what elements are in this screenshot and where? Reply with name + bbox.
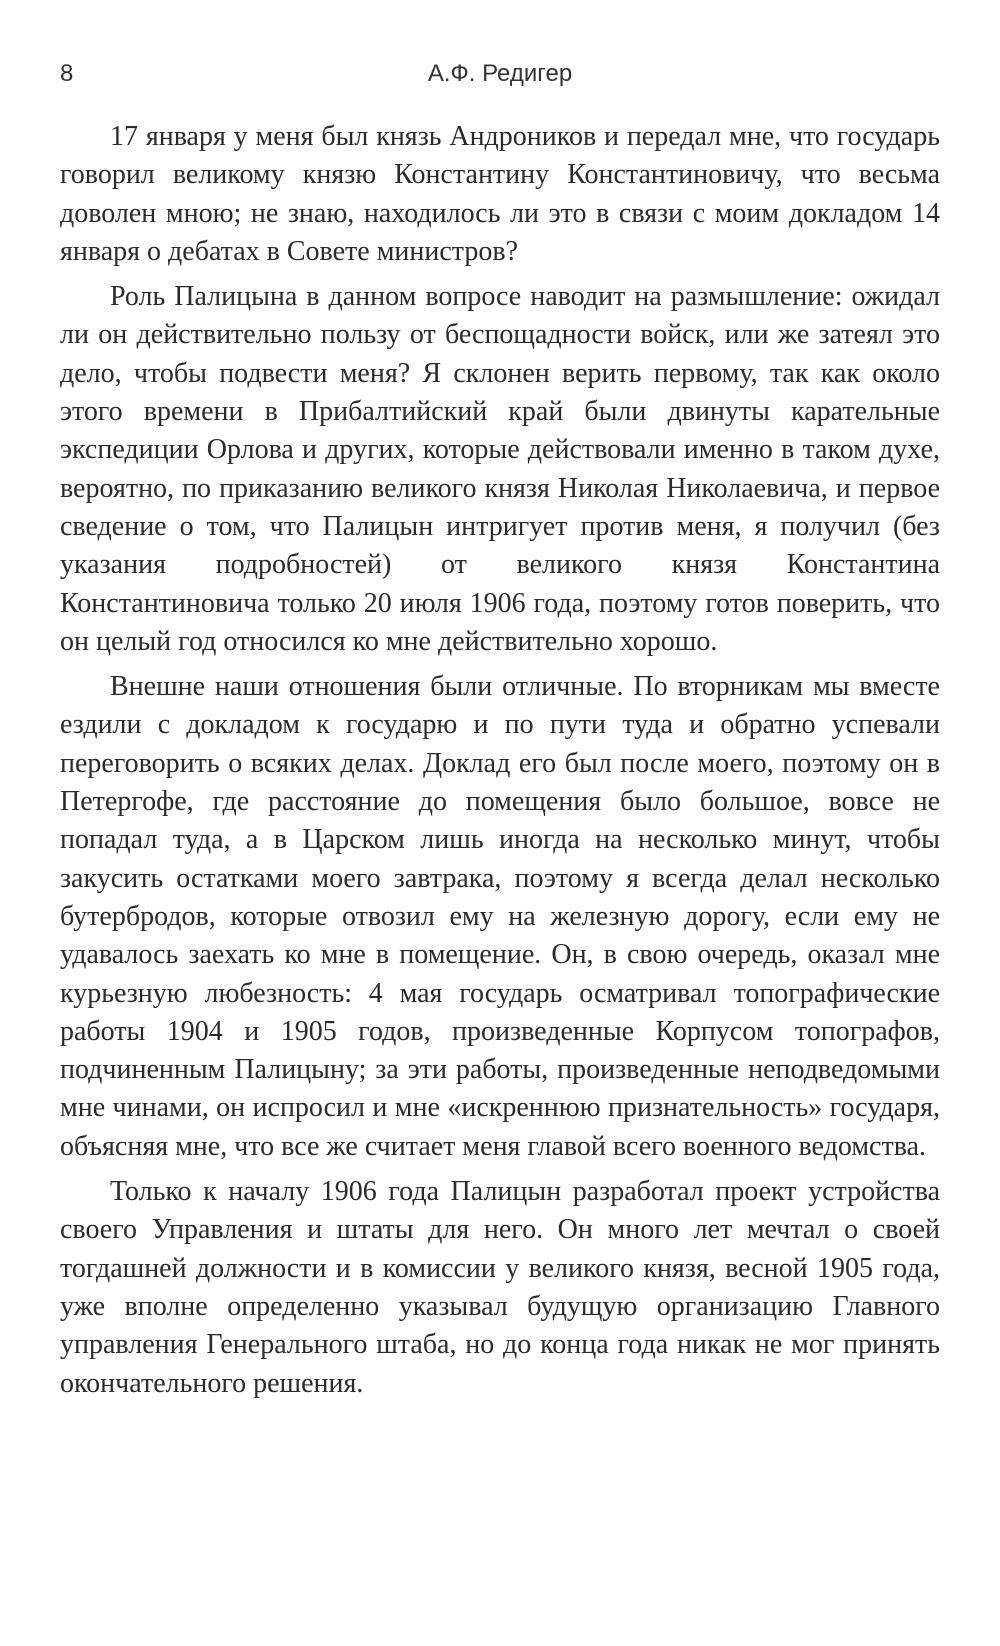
paragraph: Только к началу 1906 года Палицын разработал проект устройства своего Управления и штаты для него. Он много лет мечтал о своей тогдашней должности и в комиссии у великого князя, весной 1905 года, уже вполне определенно указывал будущую организацию Главного управления Генерального штаба, но до конца года никак не мог принять окончательного решения. <box>60 1176 940 1399</box>
paragraph: Роль Палицына в данном вопросе наводит на размышление: ожидал ли он действительно пользу от беспощадности войск, или же затеял это дело, чтобы подвести меня? Я склонен верить первому, так как около этого времени в Прибалтийский край были двинуты карательные экспедиции Орлова и других, которые действовали именно в таком духе, вероятно, по приказанию великого князя Николая Николаевича, и первое сведение о том, что Палицын интригует против меня, я получил (без указания подробностей) от великого князя Константина Константиновича только 20 июля 1906 года, поэтому готов поверить, что он целый год относился ко мне действительно хорошо. <box>60 281 940 657</box>
paragraph: Внешне наши отношения были отличные. По вторникам мы вместе ездили с докладом к государю и по пути туда и обратно успевали переговорить о всяких делах. Доклад его был после моего, поэтому он в Петергофе, где расстояние до помещения было большое, вовсе не попадал туда, а в Царском лишь иногда на несколько минут, чтобы закусить остатками моего завтрака, поэтому я всегда делал несколько бутербродов, которые отвозил ему на железную дорогу, если ему не удавалось заехать ко мне в помещение. Он, в свою очередь, оказал мне курьезную любезность: 4 мая государь осматривал топографические работы 1904 и 1905 годов, произведенные Корпусом топографов, подчиненным Палицыну; за эти работы, произведенные неподведомыми мне чинами, он испросил и мне «искреннюю признательность» государя, объясняя мне, что все же считает меня главой всего военного ведомства. <box>60 671 940 1162</box>
body-text <box>60 118 940 1410</box>
paragraph: 17 января у меня был князь Андроников и передал мне, что государь говорил великому князю Константину Константиновичу, что весьма доволен мною; не знаю, находилось ли это в связи с моим докладом 14 января о дебатах в Совете министров? <box>60 121 940 267</box>
running-head <box>60 60 940 100</box>
running-head-author: А.Ф. Редигер <box>427 60 573 87</box>
page-number: 8 <box>60 60 74 87</box>
